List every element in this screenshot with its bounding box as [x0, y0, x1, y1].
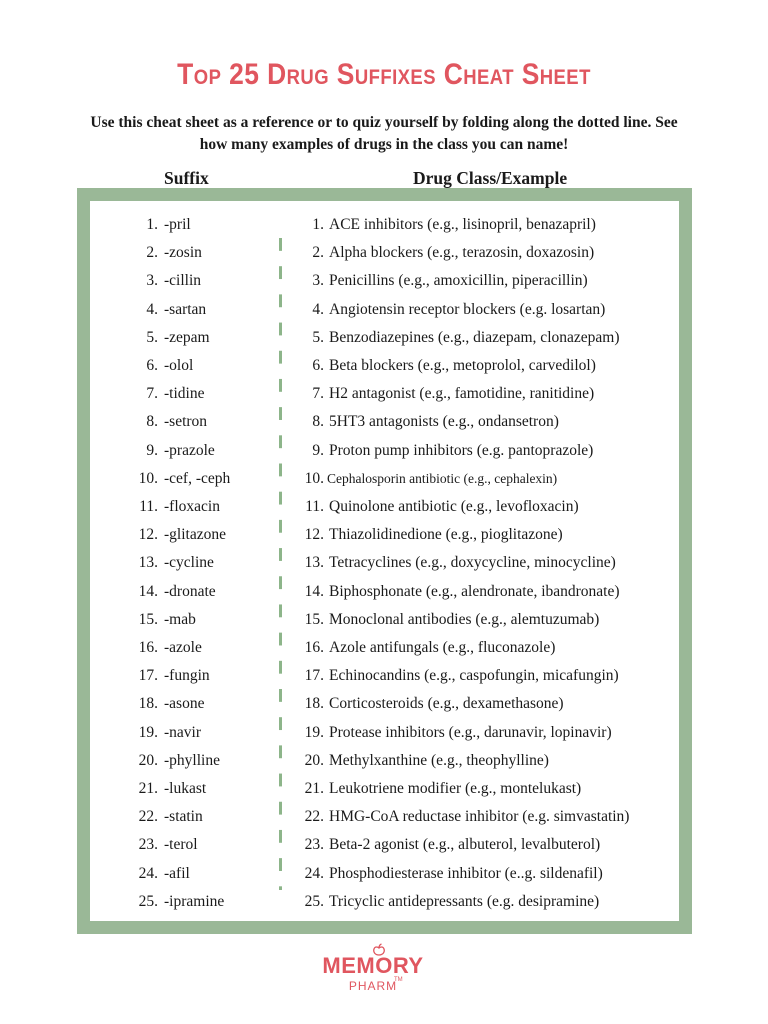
drug-class-text: Angiotensin receptor blockers (e.g. losartan)	[329, 300, 606, 318]
suffix-number: 8.	[146, 413, 158, 431]
suffix-text: -lukast	[164, 780, 207, 797]
list-item	[0, 607, 768, 633]
suffix-number: 23.	[138, 836, 158, 854]
list-item	[0, 381, 768, 407]
list-item	[0, 297, 768, 323]
logo-trademark: TM	[394, 977, 403, 983]
suffix-column-header: Suffix	[164, 168, 209, 188]
intro-text: Use this cheat sheet as a reference or to quiz yourself by folding along the dotted line. See how many examples of drugs in the class you can name!	[90, 114, 678, 153]
list-item	[0, 409, 768, 435]
list-item	[0, 720, 768, 746]
suffix-text: -dronate	[164, 582, 216, 600]
list-item	[0, 438, 768, 464]
drug-class-number: 11.	[305, 498, 324, 515]
list-item	[0, 522, 768, 548]
list-item	[0, 691, 768, 717]
suffix-number: 9.	[146, 441, 158, 459]
suffix-text: -statin	[164, 808, 203, 826]
drug-class-text: Benzodiazepines (e.g., diazepam, clonazepam)	[329, 328, 620, 346]
suffix-number: 19.	[138, 723, 158, 741]
suffix-text: -floxacin	[164, 498, 220, 515]
list-item	[0, 325, 768, 351]
drug-class-text: Echinocandins (e.g., caspofungin, micafungin)	[329, 667, 619, 685]
drug-class-text: Penicillins (e.g., amoxicillin, piperacillin)	[329, 272, 588, 290]
suffix-number: 13.	[138, 554, 158, 572]
list-item	[0, 240, 768, 266]
list-item	[0, 212, 768, 238]
list-item	[0, 889, 768, 915]
drug-class-text: Alpha blockers (e.g., terazosin, doxazosin)	[329, 244, 595, 262]
suffix-number: 24.	[138, 864, 158, 882]
suffix-number: 1.	[146, 216, 158, 233]
drug-class-number: 12.	[304, 526, 324, 544]
drug-class-number: 10.	[304, 469, 324, 487]
drug-class-number: 4.	[312, 300, 324, 318]
drug-class-number: 16.	[304, 639, 324, 656]
list-item	[0, 776, 768, 802]
suffix-text: -mab	[164, 610, 196, 628]
drug-class-number: 18.	[304, 695, 324, 713]
list-item	[0, 550, 768, 576]
suffix-text: -glitazone	[164, 526, 226, 544]
drug-class-number: 5.	[312, 328, 324, 346]
drug-class-number: 3.	[312, 272, 324, 290]
drug-class-text: Monoclonal antibodies (e.g., alemtuzumab)	[329, 610, 600, 628]
suffix-number: 11.	[139, 498, 158, 515]
suffix-text: -prazole	[164, 441, 215, 459]
suffix-number: 15.	[138, 610, 158, 628]
suffix-text: -cillin	[164, 272, 202, 290]
drug-class-text: Quinolone antibiotic (e.g., levofloxacin)	[329, 498, 579, 515]
list-item	[0, 663, 768, 689]
suffix-number: 21.	[138, 780, 158, 797]
drug-class-text: Azole antifungals (e.g., fluconazole)	[329, 639, 556, 656]
drug-class-number: 23.	[304, 836, 324, 854]
suffix-number: 2.	[146, 244, 158, 262]
suffix-text: -asone	[164, 695, 205, 713]
drug-class-text: Methylxanthine (e.g., theophylline)	[329, 751, 549, 769]
suffix-text: -sartan	[164, 300, 207, 318]
suffix-number: 14.	[138, 582, 158, 600]
list-item	[0, 861, 768, 887]
suffix-number: 17.	[138, 667, 158, 685]
suffix-text: -azole	[164, 639, 202, 656]
list-item	[0, 353, 768, 379]
drug-class-number: 25.	[304, 892, 324, 910]
drug-class-number: 14.	[304, 582, 324, 600]
logo-subtext: PHARM	[348, 979, 398, 993]
drug-class-number: 15.	[304, 610, 324, 628]
drug-class-text: Phosphodiesterase inhibitor (e..g. sildenafil)	[329, 864, 603, 882]
suffix-number: 6.	[146, 357, 158, 374]
suffix-number: 7.	[146, 385, 158, 403]
suffix-number: 16.	[138, 639, 158, 656]
drug-class-number: 6.	[312, 357, 324, 374]
drug-class-text: Proton pump inhibitors (e.g. pantoprazole)	[329, 441, 594, 459]
list-item	[0, 579, 768, 605]
suffix-number: 4.	[146, 300, 158, 318]
drug-class-number: 19.	[304, 723, 324, 741]
list-item	[0, 466, 768, 492]
drug-class-text: Biphosphonate (e.g., alendronate, ibandronate)	[329, 582, 620, 600]
drug-class-number: 13.	[304, 554, 324, 572]
drug-class-number: 24.	[304, 864, 324, 882]
drug-class-number: 9.	[312, 441, 324, 459]
drug-class-text: H2 antagonist (e.g., famotidine, ranitidine)	[329, 385, 595, 403]
drug-class-number: 22.	[304, 808, 324, 826]
drug-class-number: 1.	[312, 216, 324, 233]
suffix-number: 20.	[138, 751, 158, 769]
suffix-number: 10.	[138, 469, 158, 487]
drug-class-text: ACE inhibitors (e.g., lisinopril, benazapril)	[329, 216, 596, 233]
drug-class-text: Thiazolidinedione (e.g., pioglitazone)	[329, 526, 563, 544]
logo-wordmark: MEMORY	[322, 953, 424, 978]
suffix-number: 22.	[138, 808, 158, 826]
drug-class-number: 17.	[304, 667, 324, 685]
suffix-text: -zosin	[164, 244, 202, 262]
drug-class-number: 7.	[312, 385, 324, 403]
suffix-text: -tidine	[164, 385, 205, 403]
drug-class-text: Leukotriene modifier (e.g., montelukast)	[329, 780, 582, 797]
drug-class-text: 5HT3 antagonists (e.g., ondansetron)	[329, 413, 559, 431]
drug-class-text: Tricyclic antidepressants (e.g. desipramine)	[329, 892, 600, 910]
drug-class-number: 8.	[312, 413, 324, 431]
suffix-number: 12.	[138, 526, 158, 544]
suffix-text: -navir	[164, 723, 202, 741]
list-item	[0, 748, 768, 774]
drug-class-text: Protease inhibitors (e.g., darunavir, lopinavir)	[329, 723, 612, 741]
suffix-number: 18.	[138, 695, 158, 713]
suffix-text: -cycline	[164, 554, 214, 572]
suffix-text: -cef, -ceph	[164, 469, 231, 487]
page-title: Top 25 Drug Suffixes Cheat Sheet	[177, 58, 591, 91]
suffix-text: -zepam	[164, 328, 210, 346]
suffix-text: -fungin	[164, 667, 210, 685]
drug-class-text: Cephalosporin antibiotic (e.g., cephalexin)	[327, 470, 558, 486]
suffix-text: -olol	[164, 357, 194, 374]
drug-class-text: Beta-2 agonist (e.g., albuterol, levalbuterol)	[329, 836, 601, 854]
drug-class-text: Tetracyclines (e.g., doxycycline, minocycline)	[329, 554, 616, 572]
drug-class-number: 2.	[312, 244, 324, 262]
drug-class-column-header: Drug Class/Example	[413, 168, 568, 188]
drug-class-text: HMG-CoA reductase inhibitor (e.g. simvastatin)	[329, 808, 630, 826]
suffix-number: 5.	[146, 328, 158, 346]
suffix-text: -setron	[164, 413, 208, 431]
drug-class-text: Corticosteroids (e.g., dexamethasone)	[329, 695, 564, 713]
drug-class-text: Beta blockers (e.g., metoprolol, carvedilol)	[329, 357, 596, 374]
suffix-number: 3.	[146, 272, 158, 290]
list-item	[0, 494, 768, 520]
drug-class-number: 20.	[304, 751, 324, 769]
suffix-number: 25.	[138, 892, 158, 910]
list-item	[0, 804, 768, 830]
suffix-text: -pril	[164, 216, 191, 233]
suffix-text: -phylline	[164, 751, 220, 769]
drug-class-number: 21.	[304, 780, 324, 797]
suffix-text: -afil	[164, 864, 190, 882]
list-item	[0, 635, 768, 661]
list-item	[0, 268, 768, 294]
suffix-text: -terol	[164, 836, 198, 854]
suffix-text: -ipramine	[164, 892, 225, 910]
list-item	[0, 832, 768, 858]
memory-pharm-logo	[319, 951, 449, 995]
